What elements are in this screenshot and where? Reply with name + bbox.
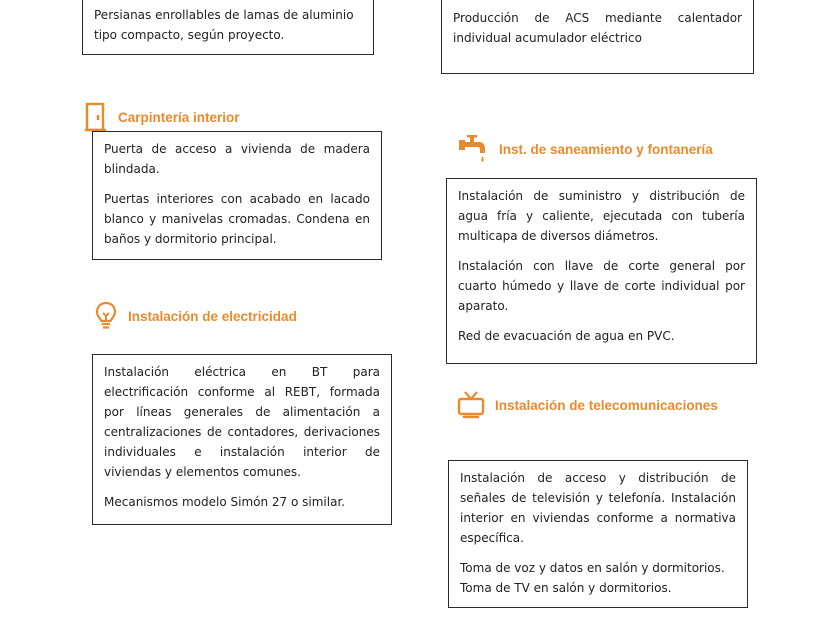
saneamiento-heading <box>457 134 713 164</box>
saneamiento-paragraph-2: Instalación con llave de corte general por cuarto húmedo y llave de corte individual por aparato. <box>458 259 745 313</box>
persianas-box <box>82 0 374 55</box>
carpinteria-title: Carpintería interior <box>118 109 240 125</box>
electricidad-paragraph-1: Instalación eléctrica en BT para electrificación conforme al REBT, formada por líneas generales de alimentación a centralizaciones de contadores, derivaciones individuales e instalación interior de viviendas y elementos comunes. <box>104 365 380 479</box>
carpinteria-paragraph-2: Puertas interiores con acabado en lacado blanco y manivelas cromadas. Condena en baños y dormitorio principal. <box>104 192 370 246</box>
saneamiento-paragraph-3: Red de evacuación de agua en PVC. <box>458 329 675 343</box>
carpinteria-box <box>92 131 382 260</box>
saneamiento-paragraph-1: Instalación de suministro y distribución de agua fría y caliente, ejecutada con tubería multicapa de diversos diámetros. <box>458 189 745 243</box>
lightbulb-icon <box>94 300 118 332</box>
acs-text: Producción de ACS mediante calentador individual acumulador eléctrico <box>453 11 742 45</box>
saneamiento-box <box>446 178 757 364</box>
telecom-paragraph-2: Toma de voz y datos en salón y dormitorios. Toma de TV en salón y dormitorios. <box>460 561 725 595</box>
door-icon <box>84 102 108 132</box>
electricidad-paragraph-2: Mecanismos modelo Simón 27 o similar. <box>104 495 346 509</box>
tv-icon <box>457 390 485 420</box>
electricidad-title: Instalación de electricidad <box>128 308 297 324</box>
telecom-title: Instalación de telecomunicaciones <box>495 397 718 413</box>
electricidad-box <box>92 354 392 525</box>
telecom-paragraph-1: Instalación de acceso y distribución de señales de televisión y telefonía. Instalación interior en viviendas conforme a normativa específica. <box>460 471 736 545</box>
electricidad-heading <box>94 300 297 332</box>
telecom-heading <box>457 390 718 420</box>
saneamiento-title: Inst. de saneamiento y fontanería <box>499 141 713 157</box>
carpinteria-heading <box>84 102 240 132</box>
acs-box <box>441 0 754 74</box>
carpinteria-paragraph-1: Puerta de acceso a vivienda de madera blindada. <box>104 142 370 176</box>
persianas-text: Persianas enrollables de lamas de aluminio tipo compacto, según proyecto. <box>94 8 354 42</box>
faucet-icon <box>457 134 489 164</box>
telecom-box <box>448 460 748 608</box>
